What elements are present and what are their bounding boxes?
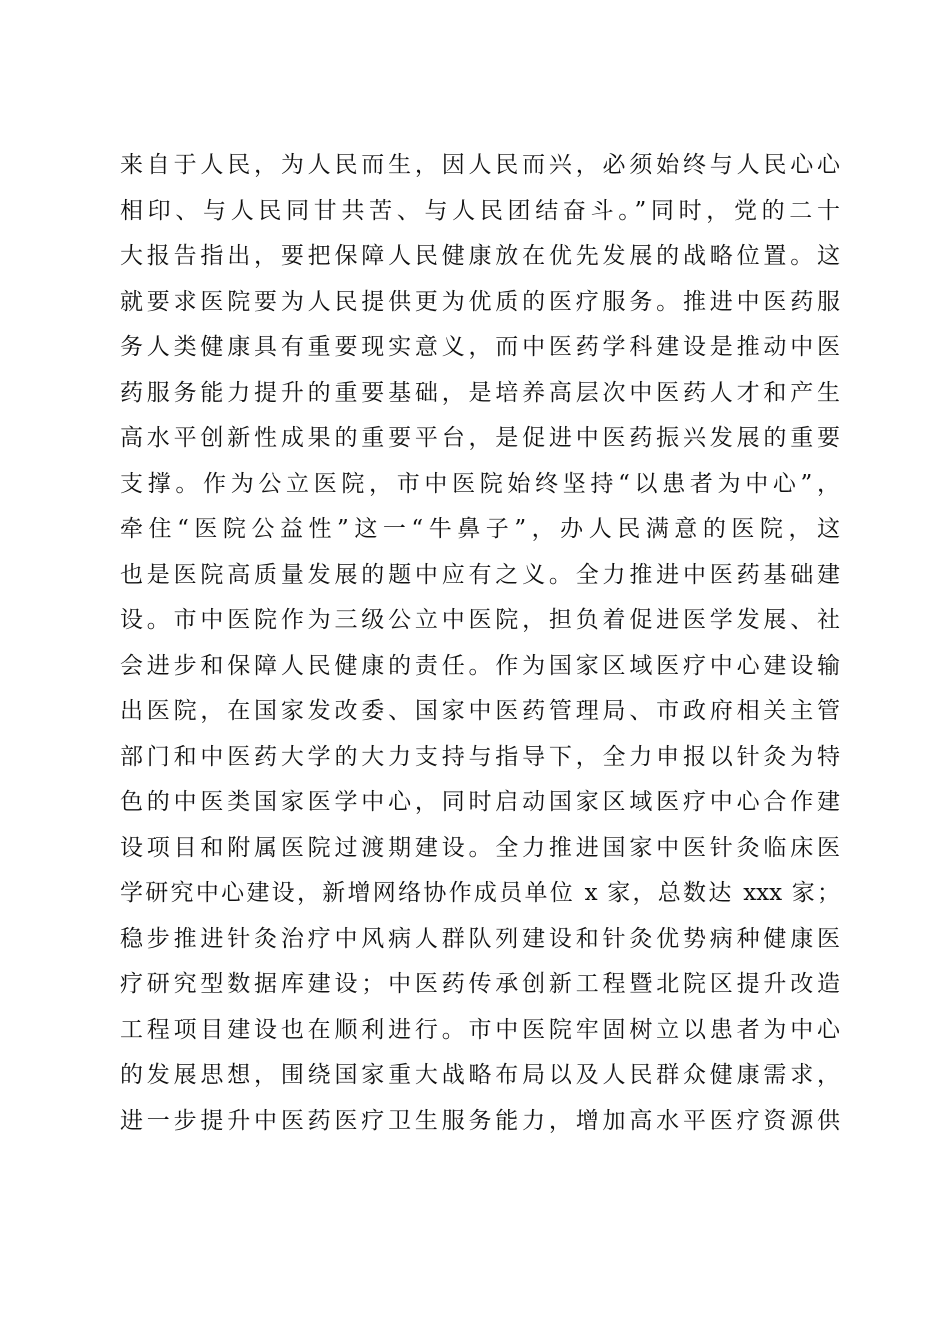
text-line-7: 高水平创新性成果的重要平台，是促进中医药振兴发展的重要 (120, 425, 840, 451)
text-line-20: 工程项目建设也在顺利进行。市中医院牢固树立以患者为中心 (120, 1016, 840, 1043)
text-line-1: 来自于人民，为人民而生，因人民而兴，必须始终与人民心心 (120, 152, 840, 178)
text-line-17: 学研究中心建设，新增网络协作成员单位 x 家，总数达 xxx 家； (120, 880, 840, 906)
text-line-22: 进一步提升中医药医疗卫生服务能力，增加高水平医疗资源供 (120, 1107, 840, 1134)
text-line-2: 相印、与人民同甘共苦、与人民团结奋斗。”同时，党的二十 (120, 197, 840, 224)
text-line-15: 色的中医类国家医学中心，同时启动国家区域医疗中心合作建 (120, 789, 840, 815)
body-paragraph (120, 143, 840, 1144)
text-line-14: 部门和中医药大学的大力支持与指导下，全力申报以针灸为特 (120, 743, 840, 770)
text-line-11: 设。市中医院作为三级公立中医院，担负着促进医学发展、社 (120, 607, 840, 633)
text-line-12: 会进步和保障人民健康的责任。作为国家区域医疗中心建设输 (120, 652, 840, 679)
text-line-3: 大报告指出，要把保障人民健康放在优先发展的战略位置。这 (120, 243, 840, 269)
text-line-9: 牵住“医院公益性”这一“牛鼻子”，办人民满意的医院，这 (120, 516, 840, 542)
text-line-18: 稳步推进针灸治疗中风病人群队列建设和针灸优势病种健康医 (120, 925, 840, 952)
text-line-5: 务人类健康具有重要现实意义，而中医药学科建设是推动中医 (120, 334, 840, 360)
text-line-4: 就要求医院要为人民提供更为优质的医疗服务。推进中医药服 (120, 288, 840, 315)
text-line-10: 也是医院高质量发展的题中应有之义。全力推进中医药基础建 (120, 561, 840, 588)
text-line-6: 药服务能力提升的重要基础，是培养高层次中医药人才和产生 (120, 379, 840, 406)
text-line-21: 的发展思想，围绕国家重大战略布局以及人民群众健康需求， (120, 1062, 840, 1088)
text-line-19: 疗研究型数据库建设；中医药传承创新工程暨北院区提升改造 (120, 971, 840, 997)
text-line-13: 出医院，在国家发改委、国家中医药管理局、市政府相关主管 (120, 698, 840, 724)
text-line-16: 设项目和附属医院过渡期建设。全力推进国家中医针灸临床医 (120, 834, 840, 861)
text-line-8: 支撑。作为公立医院，市中医院始终坚持“以患者为中心”， (120, 470, 840, 497)
